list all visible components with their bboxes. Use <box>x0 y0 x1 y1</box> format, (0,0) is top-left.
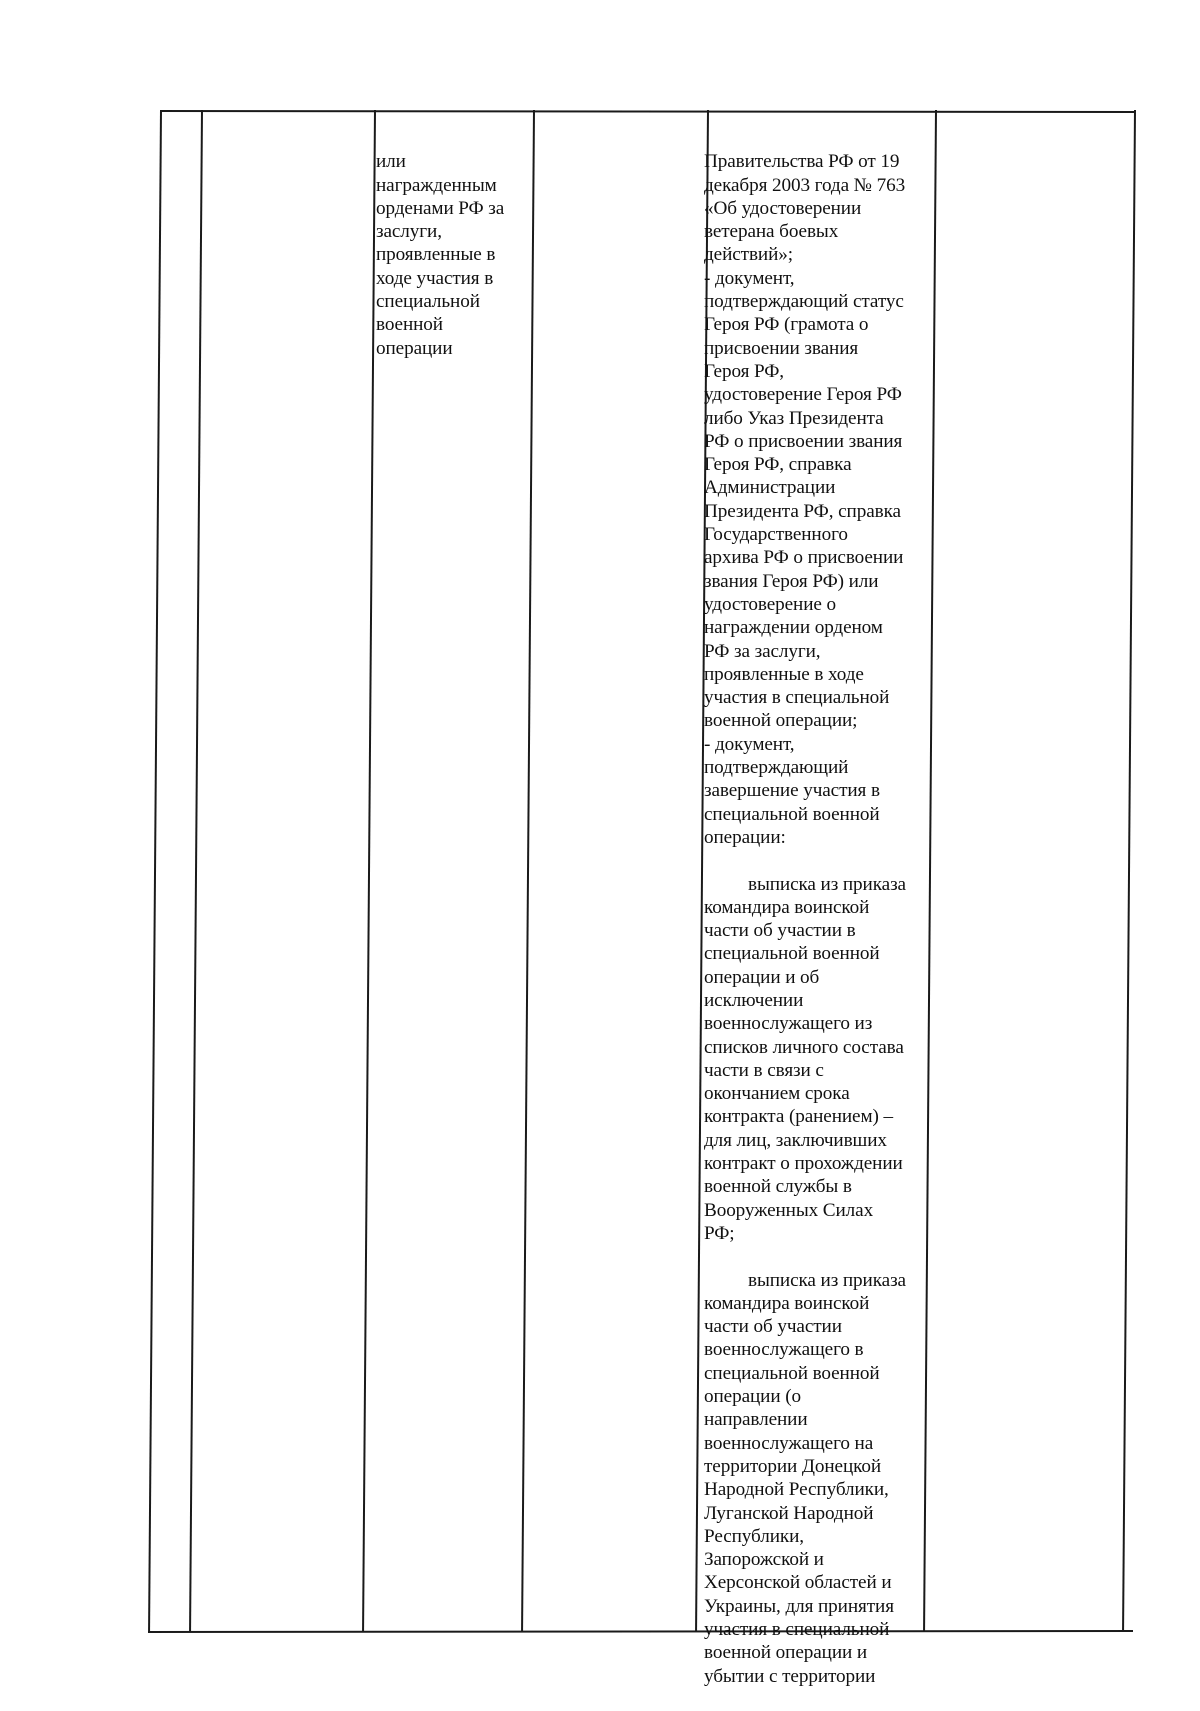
column-divider-1 <box>189 110 202 1632</box>
cell-documents <box>704 127 932 1711</box>
column-divider-2 <box>362 110 375 1632</box>
cell-recipients <box>376 127 531 383</box>
table-bottom-border <box>148 1630 1133 1633</box>
documents-paragraph-3: выписка из приказа командира воинской части об участии военнослужащего в специальной военной операции (о направлении военнослужащего на территории Донецкой Народной Республики, Луганской Народной Республики, Запорожской и Херсонской областей и Украины, для принятия участия в специальной военной операции и убытии с территории <box>704 1269 906 1687</box>
documents-paragraph-1: Правительства РФ от 19 декабря 2003 года № 763 «Об удостоверении ветерана боевых действий»; - документ, подтверждающий статус Героя РФ (грамота о присвоении звания Героя РФ, удостоверение Героя РФ либо Указ Президента РФ о присвоении звания Героя РФ, справка Администрации Президента РФ, справка Государственного архива РФ о присвоении звания Героя РФ) или удостоверение о награждении орденом РФ за заслуги, проявленные в ходе участия в специальной военной операции; - документ, подтверждающий завершение участия в специальной военной операции: <box>704 151 906 848</box>
documents-paragraph-2: выписка из приказа командира воинской части об участии в специальной военной операции и об исключении военнослужащего из списков личного состава части в связи с окончанием срока контракта (ранением) – для лиц, заключивших контракт о прохождении военной службы в Вооруженных Силах РФ; <box>704 873 906 1244</box>
table-left-border <box>148 110 161 1632</box>
table-top-border <box>160 110 1135 113</box>
table-right-border <box>1122 110 1135 1632</box>
recipients-paragraph: или награжденным орденами РФ за заслуги, проявленные в ходе участия в специальной военной операции <box>376 151 505 359</box>
